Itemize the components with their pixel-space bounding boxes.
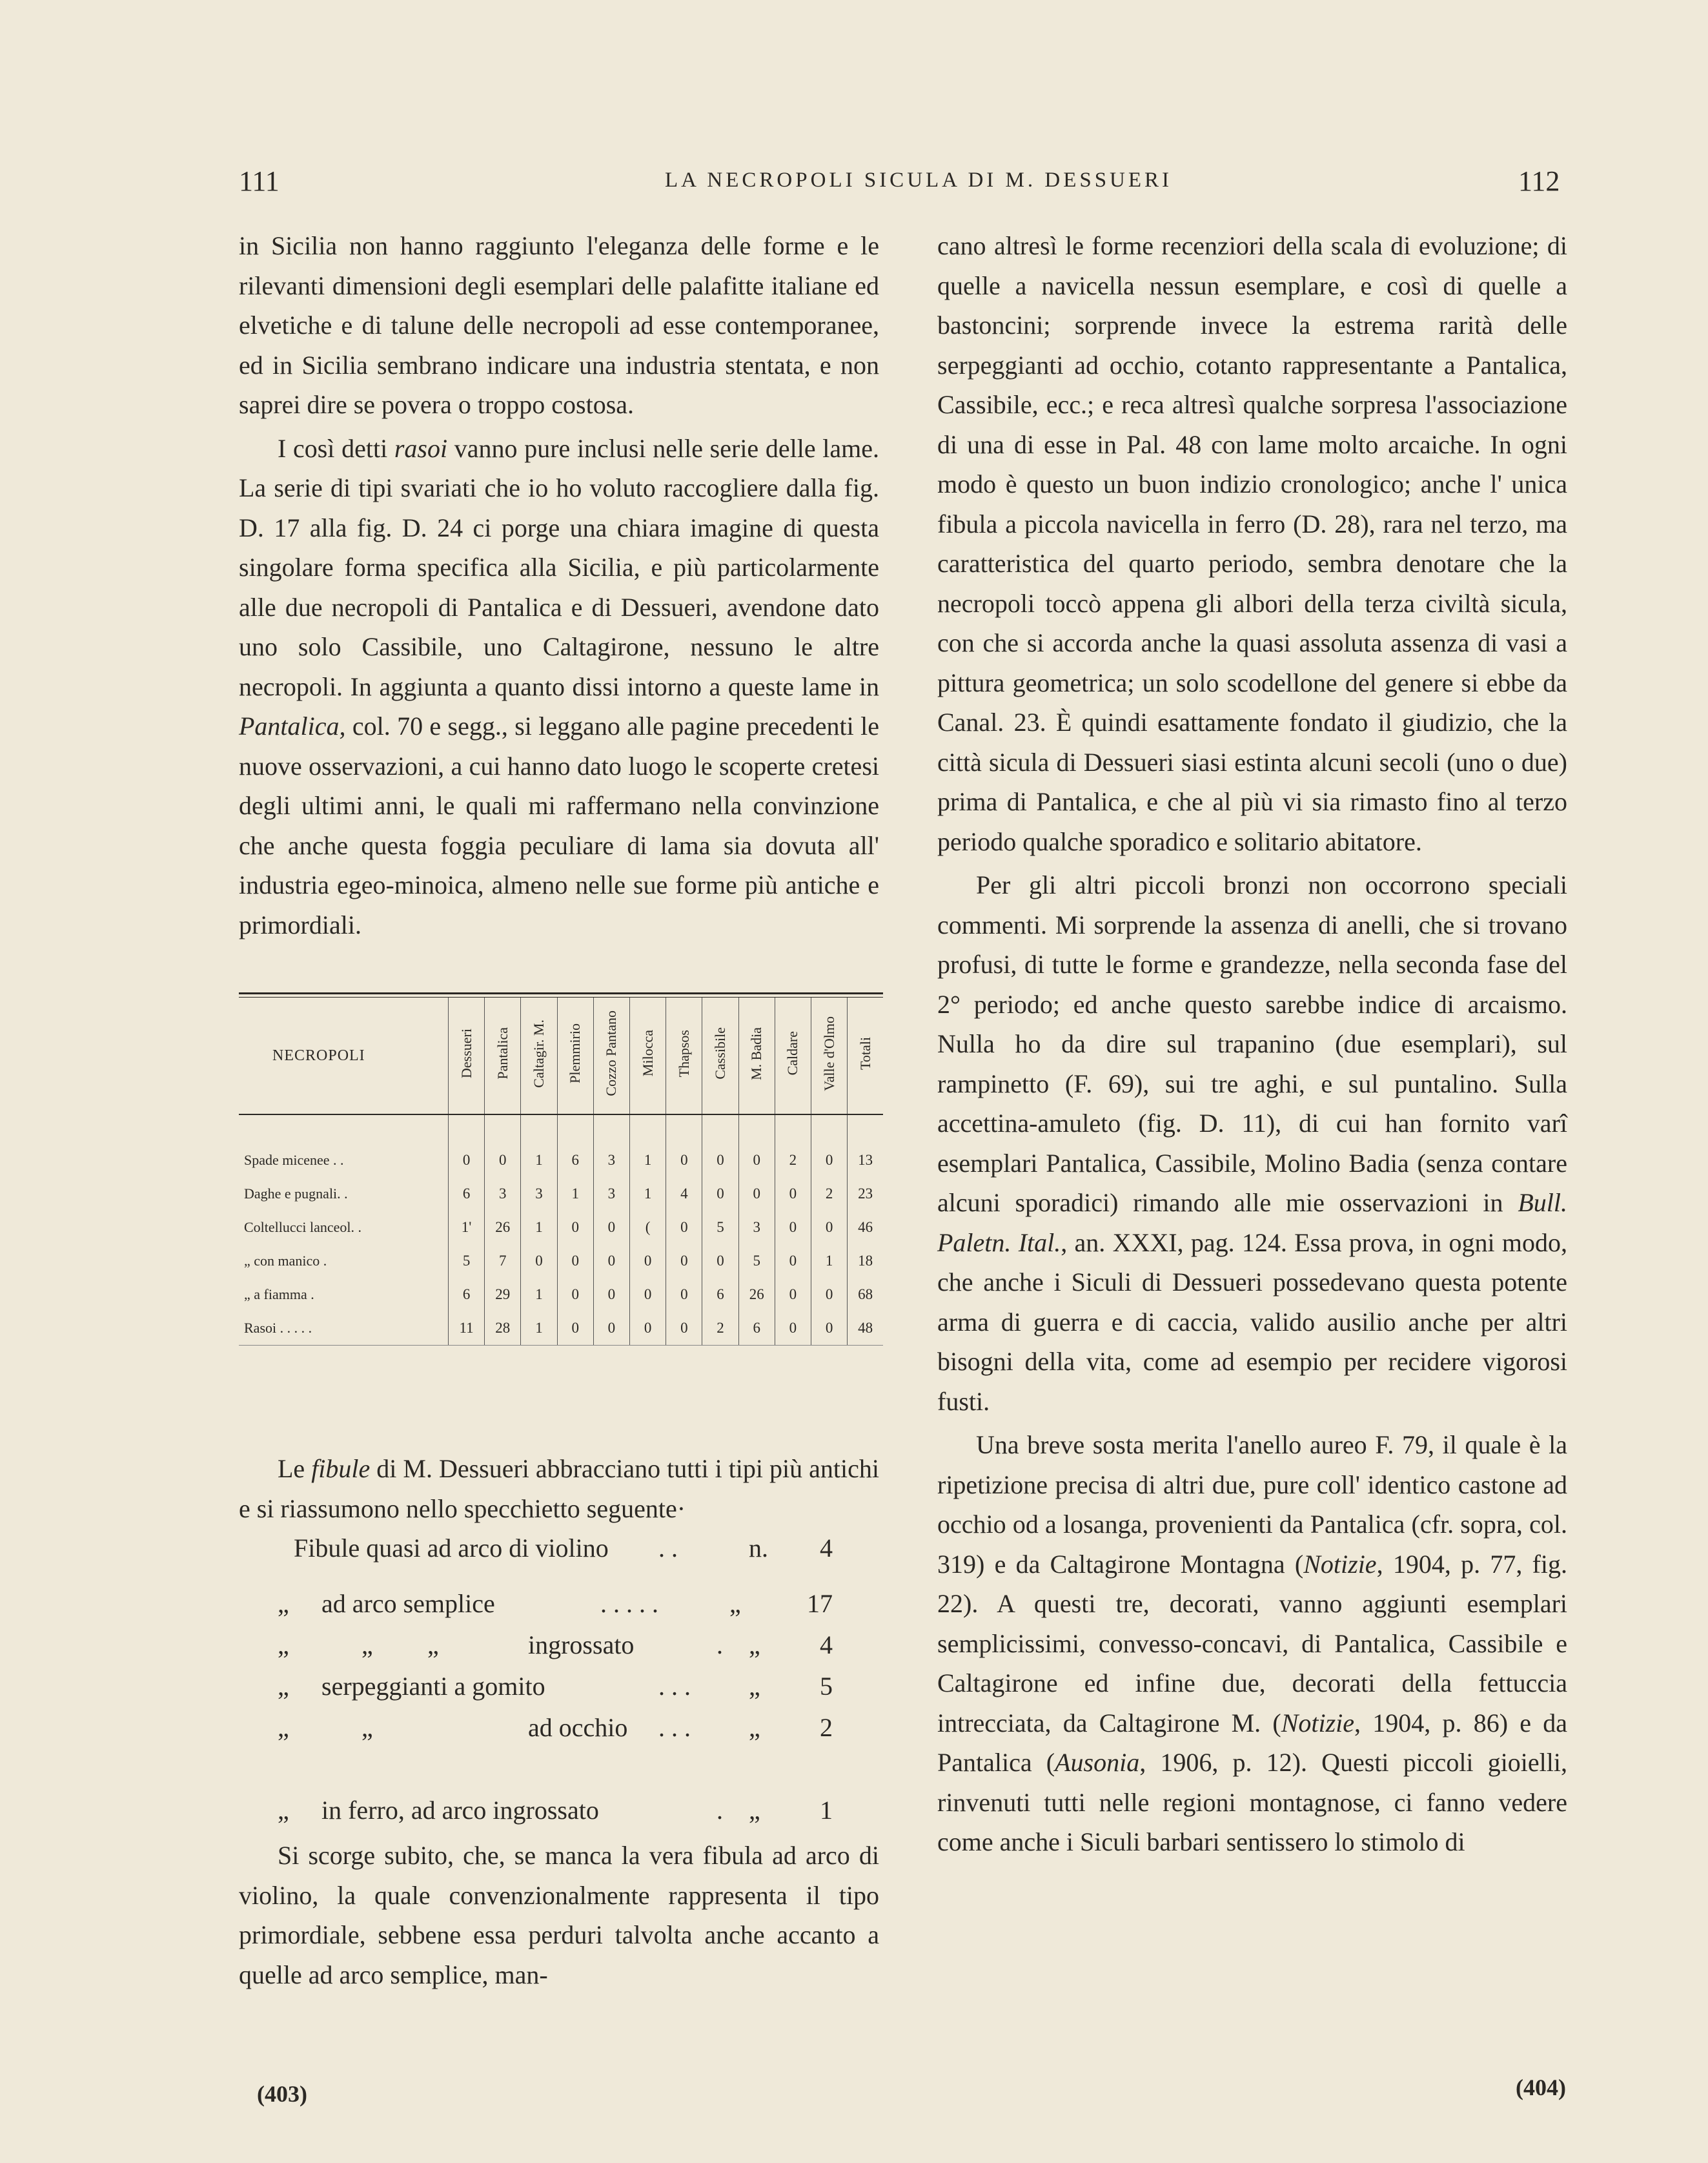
- page-number-right: 112: [1518, 165, 1560, 197]
- table-cell: (: [630, 1211, 666, 1244]
- table-row: [239, 1244, 883, 1278]
- table-cell: [449, 1114, 485, 1143]
- table-cell: 0: [775, 1211, 811, 1244]
- table-cell: 0: [593, 1278, 629, 1311]
- list-item: [239, 1708, 879, 1749]
- table-cell: 5: [449, 1244, 485, 1278]
- list-item-dots: . . .: [658, 1713, 691, 1742]
- table-cell: [239, 1114, 449, 1143]
- table-column-header: [666, 998, 702, 1114]
- table-cell: 68: [858, 1286, 873, 1302]
- emphasis: Ausonia: [1055, 1748, 1140, 1777]
- column-header-label: Pantalica: [494, 1027, 511, 1080]
- column-header-label: Cozzo Pantano: [603, 1010, 620, 1096]
- table-cell: 0: [666, 1278, 702, 1311]
- table-row: [239, 1278, 883, 1311]
- table-bottom-rule: [239, 1345, 883, 1346]
- table-column-header: [848, 998, 883, 1114]
- column-header-label: Totali: [857, 1036, 873, 1070]
- table-cell: 4: [666, 1177, 702, 1211]
- paragraph: cano altresì le forme recenziori della scala di evoluzione; di quelle a navicella nessun esemplare, e così di quelle a bastoncini; sorprende invece la estrema rarità delle serpeggianti ad occhio, cotanto rappresentante a Pantalica, Cassibile, ecc.; e reca altresì qualche sorpresa l'associazione di una di esse in Pal. 48 con lame molto arcaiche. In ogni modo è questo un buon indizio cronologico; anche l' unica fibula a piccola navicella in ferro (D. 28), rara nel terzo, ma caratteristica del quarto periodo, sembra denotare che la necropoli toccò appena gli albori della terza civiltà sicula, con che si accorda anche la quasi assoluta assenza di vasi a pittura geometrica; un solo scodellone del genere si ebbe da Canal. 23. È quindi esattamente fondato il giudizio, che la città sicula di Dessueri siasi estinta alcuni secoli (uno o due) prima di Pantalica, e che al più vi sia rimasto fino al terzo periodo qualche sporadico e solitario abitatore.: [937, 231, 1567, 856]
- paragraph-bronzi: [937, 865, 1567, 1421]
- table-cell: 13: [858, 1152, 873, 1168]
- table-cell: [666, 1114, 702, 1143]
- list-item: [239, 1666, 879, 1708]
- table-cell: 1': [449, 1211, 485, 1244]
- table-cell: 0: [557, 1278, 593, 1311]
- table-cell: 0: [738, 1177, 775, 1211]
- table-cell: [521, 1114, 557, 1143]
- page-number-left: 111: [239, 165, 280, 197]
- table-cell: 0: [593, 1211, 629, 1244]
- table-row: [239, 1211, 883, 1244]
- table-cell: 0: [811, 1211, 848, 1244]
- row-label: Coltellucci lanceol. .: [239, 1211, 449, 1244]
- table-cell: 1: [557, 1177, 593, 1211]
- list-item-v: 2: [820, 1713, 833, 1742]
- row-label: Spade micenee . .: [239, 1143, 449, 1177]
- table-cell: 3: [485, 1177, 521, 1211]
- table-cell: 1: [630, 1143, 666, 1177]
- table-cell: 5: [738, 1244, 775, 1278]
- table-cell: [775, 1114, 811, 1143]
- table-row: [239, 1311, 883, 1345]
- table-corner-header: NECROPOLI: [239, 998, 449, 1114]
- fibule-list: [239, 1528, 879, 1832]
- column-header-label: Caltagir. M.: [531, 1019, 547, 1088]
- list-item-b: in ferro, ad arco ingrossato: [321, 1796, 599, 1825]
- column-header-label: Valle d'Olmo: [820, 1016, 837, 1091]
- table-cell: [738, 1114, 775, 1143]
- table-cell: 0: [666, 1211, 702, 1244]
- table-cell: [485, 1114, 521, 1143]
- table-rule: [239, 992, 883, 998]
- text-run: col. 70 e segg., si leggano alle pagine precedenti le nuove osservazioni, a cui hanno dato luogo le scoperte cretesi degli ultimi anni, le quali mi raffermano nella convinzione che anche questa foggia peculiare di lama sia dovuta all' industria egeo-minoica, almeno nelle sue forme più antiche e primordiali.: [239, 712, 879, 939]
- table-cell: 48: [858, 1320, 873, 1336]
- table-cell: 0: [666, 1143, 702, 1177]
- emphasis: Bull. Paletn. Ital.: [937, 1188, 1567, 1257]
- table-column-header: [557, 998, 593, 1114]
- paragraph: in Sicilia non hanno raggiunto l'eleganza delle forme e le rilevanti dimensioni degli esemplari delle palafitte italiane ed elvetiche e di talune delle necropoli ad esse contemporanee, ed in Sicilia sembrano indicare una industria stentata, e non saprei dire se povera o troppo costosa.: [239, 231, 879, 419]
- paragraph: Si scorge subito, che, se manca la vera fibula ad arco di violino, la quale convenzionalmente rappresenta il tipo primordiale, sebbene essa perduri talvolta anche accanto a quelle ad arco semplice, man-: [239, 1841, 879, 1989]
- table-cell: 28: [485, 1311, 521, 1345]
- list-item-dots: . . . . .: [600, 1589, 658, 1618]
- table-cell: 0: [557, 1311, 593, 1345]
- data-table: [239, 998, 883, 1345]
- table-cell: 0: [666, 1311, 702, 1345]
- text-run: , 1904, p. 77, fig. 22). A questi tre, decorati, vanno aggiunti esemplari semplicissimi, convesso-concavi, di Pantalica, Cassibile e Caltagirone ed infine due, decorati della fettuccia intrecciata, da Caltagirone M. (: [937, 1549, 1568, 1738]
- table-cell: 6: [557, 1143, 593, 1177]
- column-header-label: Thapsos: [675, 1029, 692, 1078]
- running-header: [0, 165, 1708, 203]
- table-cell: [702, 1114, 738, 1143]
- running-title: LA NECROPOLI SICULA DI M. DESSUERI: [665, 169, 1173, 192]
- table-cell: 3: [738, 1211, 775, 1244]
- table-cell: 0: [775, 1177, 811, 1211]
- table-cell: 23: [858, 1185, 873, 1202]
- table-cell: 1: [521, 1211, 557, 1244]
- column-header-label: Plemmirio: [567, 1023, 584, 1083]
- table-cell: 0: [702, 1143, 738, 1177]
- table-cell: 0: [630, 1311, 666, 1345]
- list-item-n: n.: [749, 1533, 768, 1563]
- table-cell: 18: [858, 1253, 873, 1269]
- text-run: Per gli altri piccoli bronzi non occorrono speciali commenti. Mi sorprende la assenza di anelli, che si trovano profusi, di tutte le forme e grandezze, nella seconda fase del 2° periodo; ed anche questo sarebbe indice di arcaismo. Nulla ho da dire sul trapanino (due esemplari), sul rampinetto (F. 69), sui tre aghi, e sul puntalino. Sulla accettina-amuleto (fig. D. 11), di cui han fornito varî esemplari Pantalica, Cassibile, Molino Badia (senza contare alcuni sporadici) rimando alle mie osservazioni in: [937, 870, 1567, 1217]
- text-run: di M. Dessueri abbracciano tutti i tipi più antichi e si riassumono nello specchietto seguente·: [239, 1454, 879, 1523]
- list-item-v: 4: [820, 1630, 833, 1659]
- list-item-a: „: [278, 1796, 289, 1825]
- text-run: vanno pure inclusi nelle serie delle lame. La serie di tipi svariati che io ho voluto raccogliere dalla fig. D. 17 alla fig. D. 24 ci porge una chiara imagine di questa singolare forma specifica alla Sicilia, e più particolarmente alle due necropoli di Pantalica e di Dessueri, avendone dato uno solo Cassibile, uno Caltagirone, nessuno le altre necropoli. In aggiunta a quanto dissi intorno a queste lame in: [239, 433, 879, 701]
- table-cell: 6: [702, 1278, 738, 1311]
- table-cell: 0: [630, 1278, 666, 1311]
- list-item-v: 17: [807, 1589, 833, 1618]
- list-item-b: ad arco semplice: [321, 1589, 495, 1618]
- table-cell: 2: [811, 1177, 848, 1211]
- table-cell: 0: [593, 1244, 629, 1278]
- row-label: „ a fiamma .: [239, 1278, 449, 1311]
- table-cell: 3: [593, 1177, 629, 1211]
- table-header-row: [239, 998, 883, 1114]
- table-cell: 0: [449, 1143, 485, 1177]
- table-cell: 1: [630, 1177, 666, 1211]
- table-cell: [593, 1114, 629, 1143]
- table-cell: 0: [775, 1311, 811, 1345]
- list-item-dots: .: [717, 1630, 723, 1659]
- table-cell: 0: [702, 1177, 738, 1211]
- text-run: , an. XXXI, pag. 124. Essa prova, in ogni modo, che anche i Siculi di Dessueri possedevano questa potente arma di guerra e di caccia, valido ausilio anche per altri bisogni della vita, come ad esempio per recidere vigorosi fusti.: [937, 1227, 1567, 1416]
- fibule-section: [239, 1449, 879, 1994]
- right-column: [937, 226, 1567, 1862]
- table-cell: 0: [521, 1244, 557, 1278]
- list-item-b: „: [361, 1713, 373, 1742]
- table-cell: 0: [811, 1278, 848, 1311]
- footer-column-number-left: (403): [257, 2081, 307, 2107]
- emphasis: rasoi: [394, 433, 448, 463]
- table-cell: 0: [593, 1311, 629, 1345]
- table-cell: 3: [593, 1143, 629, 1177]
- list-item: [239, 1790, 879, 1832]
- table-column-header: [775, 998, 811, 1114]
- table-cell: 0: [702, 1244, 738, 1278]
- list-item-a: Fibule quasi ad arco di violino: [294, 1533, 609, 1563]
- table-cell: [811, 1114, 848, 1143]
- table-cell: 29: [485, 1278, 521, 1311]
- table-column-header: [630, 998, 666, 1114]
- table-cell: 2: [702, 1311, 738, 1345]
- table-cell: 11: [449, 1311, 485, 1345]
- paragraph-anello: [937, 1425, 1567, 1862]
- table-cell: 46: [858, 1219, 873, 1235]
- list-item-n: „: [749, 1672, 760, 1701]
- table-cell: 1: [811, 1244, 848, 1278]
- list-item-d: ad occhio: [528, 1713, 628, 1742]
- table-spacer-row: [239, 1114, 883, 1143]
- list-item-dots: .: [717, 1796, 723, 1825]
- table-cell: 26: [485, 1211, 521, 1244]
- table-column-header: [593, 998, 629, 1114]
- text-run: Le: [278, 1454, 312, 1483]
- list-item: [239, 1625, 879, 1666]
- paragraph-rasoi: [239, 429, 879, 945]
- footer-column-number-right: (404): [1516, 2075, 1566, 2100]
- necropoli-table: [239, 992, 883, 1346]
- row-label: Rasoi . . . . .: [239, 1311, 449, 1345]
- paragraph-fibule: [239, 1449, 879, 1528]
- list-item-v: 1: [820, 1796, 833, 1825]
- column-header-label: Caldare: [784, 1031, 801, 1076]
- table-cell: [630, 1114, 666, 1143]
- table-row: [239, 1143, 883, 1177]
- table-column-header: [485, 998, 521, 1114]
- table-cell: 6: [449, 1177, 485, 1211]
- table-cell: [848, 1114, 883, 1143]
- list-item-n: „: [749, 1630, 760, 1659]
- list-item-b: serpeggianti a gomito: [321, 1672, 545, 1701]
- table-cell: 0: [811, 1311, 848, 1345]
- column-header-label: Cassibile: [712, 1027, 729, 1080]
- table-column-header: [811, 998, 848, 1114]
- list-item-dots: . .: [658, 1533, 678, 1563]
- row-label: „ con manico .: [239, 1244, 449, 1278]
- table-cell: 0: [666, 1244, 702, 1278]
- text-run: , 1906, p. 12). Questi piccoli gioielli, rinvenuti tutti nelle regioni montagnose, ci fanno vedere come anche i Siculi barbari sentissero lo stimolo di: [937, 1748, 1568, 1856]
- column-header-label: Dessueri: [458, 1029, 474, 1078]
- table-column-header: [738, 998, 775, 1114]
- list-item-b: „: [361, 1630, 373, 1659]
- table-cell: 0: [630, 1244, 666, 1278]
- list-item-d: ingrossato: [528, 1630, 635, 1659]
- list-item-c: „: [427, 1630, 439, 1659]
- table-cell: 1: [521, 1143, 557, 1177]
- emphasis: fibule: [311, 1454, 371, 1483]
- list-item-n: „: [749, 1796, 760, 1825]
- list-item-n: „: [749, 1713, 760, 1742]
- table-column-header: [449, 998, 485, 1114]
- text-run: , 1904, p. 86) e da Pantalica (: [937, 1708, 1568, 1777]
- table-cell: 1: [521, 1311, 557, 1345]
- table-cell: 1: [521, 1278, 557, 1311]
- table-column-header: [702, 998, 738, 1114]
- column-header-label: M. Badia: [748, 1027, 765, 1080]
- emphasis: Pantalica,: [239, 712, 346, 741]
- text-run: Una breve sosta merita l'anello aureo F. 79, il quale è la ripetizione precisa di altri due, pure coll' identico castone ad occhio od a losanga, provenienti da Pantalica (cfr. sopra, col. 319) e da Caltagirone Montagna (: [937, 1430, 1567, 1579]
- table-cell: 0: [557, 1211, 593, 1244]
- list-item-v: 5: [820, 1672, 833, 1701]
- table-body: [239, 1114, 883, 1345]
- table-cell: 6: [738, 1311, 775, 1345]
- table-cell: 26: [738, 1278, 775, 1311]
- list-item-n: „: [729, 1589, 741, 1618]
- table-cell: 0: [485, 1143, 521, 1177]
- table-cell: 0: [811, 1143, 848, 1177]
- list-item-dots: . . .: [658, 1672, 691, 1701]
- table-cell: 0: [738, 1143, 775, 1177]
- list-item-a: „: [278, 1672, 289, 1701]
- table-column-header: [521, 998, 557, 1114]
- table-cell: 2: [775, 1143, 811, 1177]
- emphasis: Notizie: [1303, 1549, 1377, 1579]
- table-cell: 0: [557, 1244, 593, 1278]
- table-cell: [557, 1114, 593, 1143]
- table-cell: 3: [521, 1177, 557, 1211]
- column-header-label: Milocca: [639, 1030, 656, 1077]
- table-cell: 7: [485, 1244, 521, 1278]
- list-item: [239, 1528, 879, 1570]
- list-item-a: „: [278, 1630, 289, 1659]
- left-column: [239, 226, 879, 1994]
- list-item: [239, 1584, 879, 1625]
- emphasis: Notizie: [1281, 1708, 1355, 1738]
- list-item-a: „: [278, 1589, 289, 1618]
- table-cell: 0: [775, 1244, 811, 1278]
- list-item-v: 4: [820, 1533, 833, 1563]
- row-label: Daghe e pugnali. .: [239, 1177, 449, 1211]
- table-row: [239, 1177, 883, 1211]
- table-cell: 5: [702, 1211, 738, 1244]
- text-run: I così detti: [278, 433, 394, 463]
- table-cell: 0: [775, 1278, 811, 1311]
- list-item-a: „: [278, 1713, 289, 1742]
- table-cell: 6: [449, 1278, 485, 1311]
